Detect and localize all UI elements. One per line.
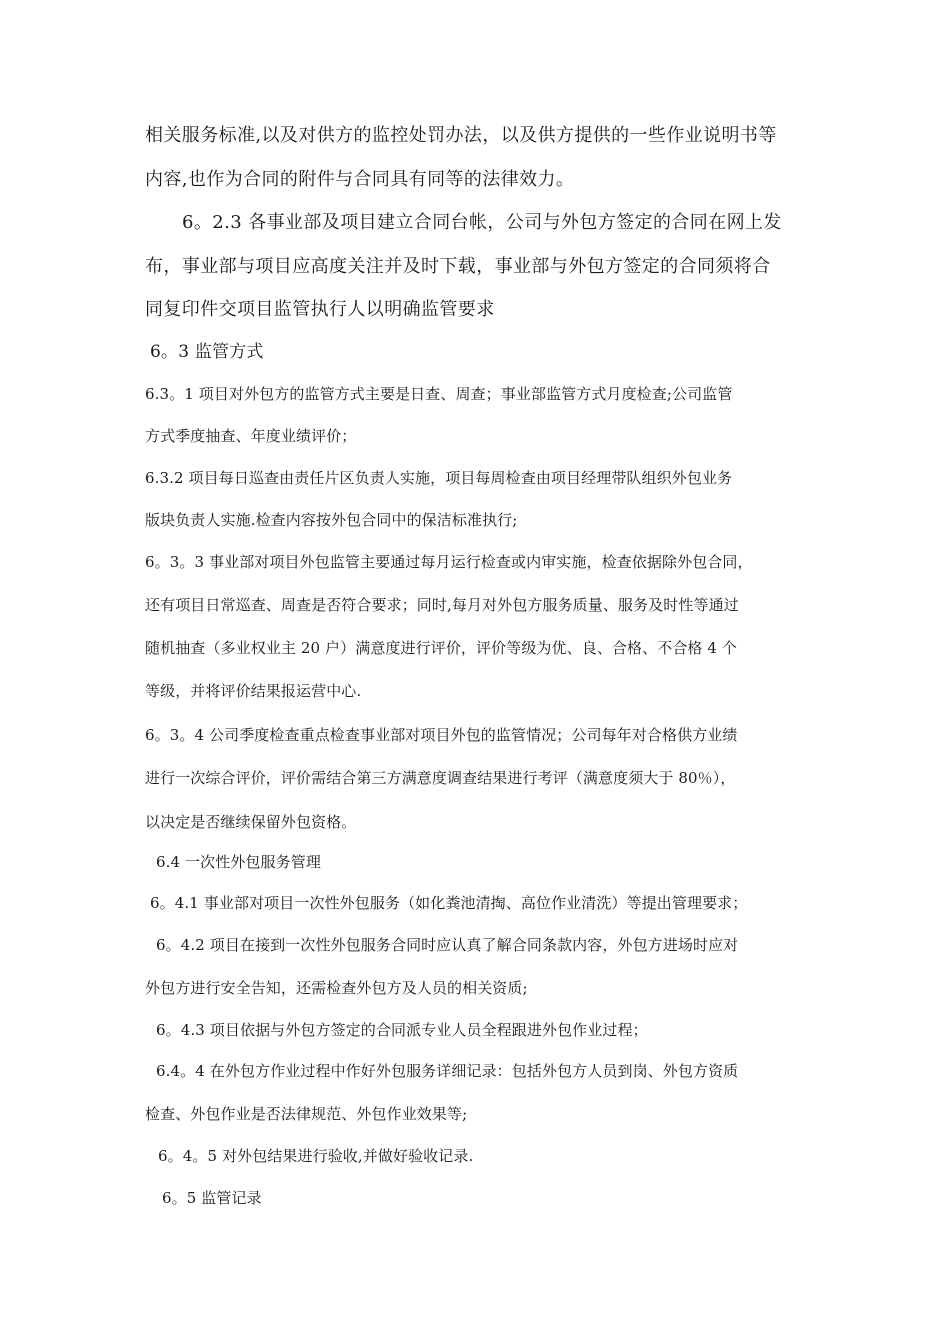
body-line-24: 检查、外包作业是否法律规范、外包作业效果等; — [145, 1105, 468, 1123]
clause-6-4-3: 6。4.3 项目依据与外包方签定的合同派专业人员全程跟进外包作业过程； — [156, 1021, 648, 1039]
section-6-3-heading: 6。3 监管方式 — [150, 342, 264, 362]
section-6-4-heading: 6.4 一次性外包服务管理 — [156, 853, 321, 871]
body-line-21: 外包方进行安全告知，还需检查外包方及人员的相关资质; — [145, 979, 528, 997]
body-line-4: 布，事业部与项目应高度关注并及时下载，事业部与外包方签定的合同须将合 — [145, 256, 771, 277]
body-line-14: 等级，并将评价结果报运营中心. — [145, 682, 362, 700]
body-line-10: 版块负责人实施.检查内容按外包合同中的保洁标准执行; — [145, 511, 518, 529]
body-line-12: 还有项目日常巡查、周查是否符合要求；同时,每月对外包方服务质量、服务及时性等通过 — [145, 596, 739, 614]
clause-6-4-1: 6。4.1 事业部对项目一次性外包服务（如化粪池清掏、高位作业清洗）等提出管理要求； — [150, 894, 748, 912]
body-line-13: 随机抽查（多业权业主 20 户）满意度进行评价，评价等级为优、良、合格、不合格 4 个 — [145, 639, 738, 657]
clause-6-2-3: 6。2.3 各事业部及项目建立合同台帐，公司与外包方签定的合同在网上发 — [182, 212, 782, 233]
body-line-16: 进行一次综合评价，评价需结合第三方满意度调查结果进行考评（满意度须大于 80％）， — [145, 769, 736, 787]
clause-6-4-4: 6.4。4 在外包方作业过程中作好外包服务详细记录：包括外包方人员到岗、外包方资质 — [156, 1062, 739, 1080]
body-line-1: 相关服务标准,以及对供方的监控处罚办法，以及供方提供的一些作业说明书等 — [145, 125, 777, 146]
clause-6-3-1: 6.3。1 项目对外包方的监管方式主要是日查、周查；事业部监管方式月度检查;公司监管 — [145, 385, 733, 403]
clause-6-3-3: 6。3。3 事业部对项目外包监管主要通过每月运行检查或内审实施，检查依据除外包合同， — [145, 553, 753, 571]
clause-6-3-2: 6.3.2 项目每日巡查由责任片区负责人实施，项目每周检查由项目经理带队组织外包业务 — [145, 469, 733, 487]
section-6-5-heading: 6。5 监管记录 — [162, 1189, 262, 1207]
body-line-17: 以决定是否继续保留外包资格。 — [145, 813, 357, 831]
clause-6-4-2: 6。4.2 项目在接到一次性外包服务合同时应认真了解合同条款内容，外包方进场时应对 — [156, 936, 739, 954]
body-line-2: 内容,也作为合同的附件与合同具有同等的法律效力。 — [145, 169, 575, 190]
body-line-5: 同复印件交项目监管执行人以明确监管要求 — [145, 299, 495, 320]
body-line-8: 方式季度抽查、年度业绩评价； — [145, 427, 357, 445]
clause-6-4-5: 6。4。5 对外包结果进行验收,并做好验收记录. — [158, 1147, 474, 1165]
clause-6-3-4: 6。3。4 公司季度检查重点检查事业部对项目外包的监管情况；公司每年对合格供方业绩 — [145, 726, 738, 744]
